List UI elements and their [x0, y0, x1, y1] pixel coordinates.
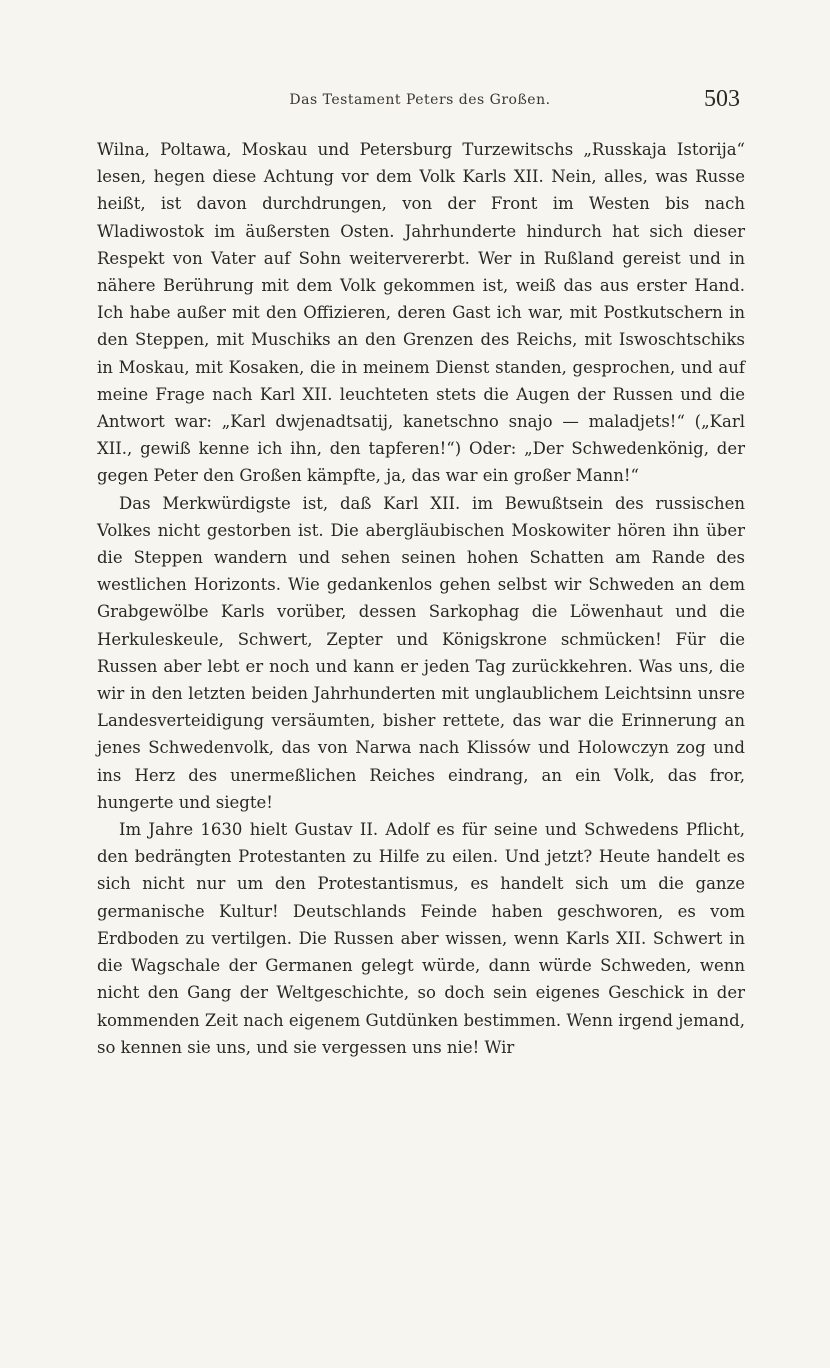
running-title: Das Testament Peters des Großen.: [289, 92, 551, 108]
paragraph: Wilna, Poltawa, Moskau und Petersburg Turzewitschs „Russkaja Istorija“ lesen, hegen diese Achtung vor dem Volk Karls XII. Nein, alles, was Russe heißt, ist davon durchdrungen, von der Front im Westen bis nach Wladiwostok im äußersten Osten. Jahrhunderte hindurch hat sich dieser Respekt von Vater auf Sohn weitervererbt. Wer in Rußland gereist und in nähere Berührung mit dem Volk gekommen ist, weiß das aus erster Hand. Ich habe außer mit den Offizieren, deren Gast ich war, mit Postkutschern in den Steppen, mit Muschiks an den Grenzen des Reichs, mit Iswoschtschiks in Moskau, mit Kosaken, die in meinem Dienst standen, gesprochen, und auf meine Frage nach Karl XII. leuchteten stets die Augen der Russen und die Antwort war: „Karl dwjenadtsatij, kanetschno snajo — maladjets!“ („Karl XII., gewiß kenne ich ihn, den tapferen!“) Oder: „Der Schwedenkönig, der gegen Peter den Großen kämpfte, ja, das war ein großer Mann!“: [97, 140, 745, 486]
paragraph: Das Merkwürdigste ist, daß Karl XII. im Bewußtsein des russischen Volkes nicht gestorben ist. Die abergläubischen Moskowiter hören ihn über die Steppen wandern und sehen seinen hohen Schatten am Rande des westlichen Horizonts. Wie gedankenlos gehen selbst wir Schweden an dem Grabgewölbe Karls vorüber, dessen Sarkophag die Löwenhaut und die Herkuleskeule, Schwert, Zepter und Königskrone schmücken! Für die Russen aber lebt er noch und kann er jeden Tag zurückkehren. Was uns, die wir in den letzten beiden Jahrhunderten mit unglaublichem Leichtsinn unsre Landesverteidigung versäumten, bisher rettete, das war die Erinnerung an jenes Schwedenvolk, das von Narwa nach Klissów und Holowczyn zog und ins Herz des unermeßlichen Reiches eindrang, an ein Volk, das fror, hungerte und siegte!: [97, 493, 745, 812]
page-number: 503: [704, 86, 740, 112]
paragraph: Im Jahre 1630 hielt Gustav II. Adolf es für seine und Schwedens Pflicht, den bedrängten Protestanten zu Hilfe zu eilen. Und jetzt? Heute handelt es sich nicht nur um den Protestantismus, es handelt sich um die ganze germanische Kultur! Deutschlands Feinde haben geschworen, es vom Erdboden zu vertilgen. Die Russen aber wissen, wenn Karls XII. Schwert in die Wagschale der Germanen gelegt würde, dann würde Schweden, wenn nicht den Gang der Weltgeschichte, so doch sein eigenes Geschick in der kommenden Zeit nach eigenem Gutdünken bestimmen. Wenn irgend jemand, so kennen sie uns, und sie vergessen uns nie! Wir: [97, 820, 745, 1057]
body-text: [97, 136, 745, 1061]
page-header: [100, 86, 740, 122]
